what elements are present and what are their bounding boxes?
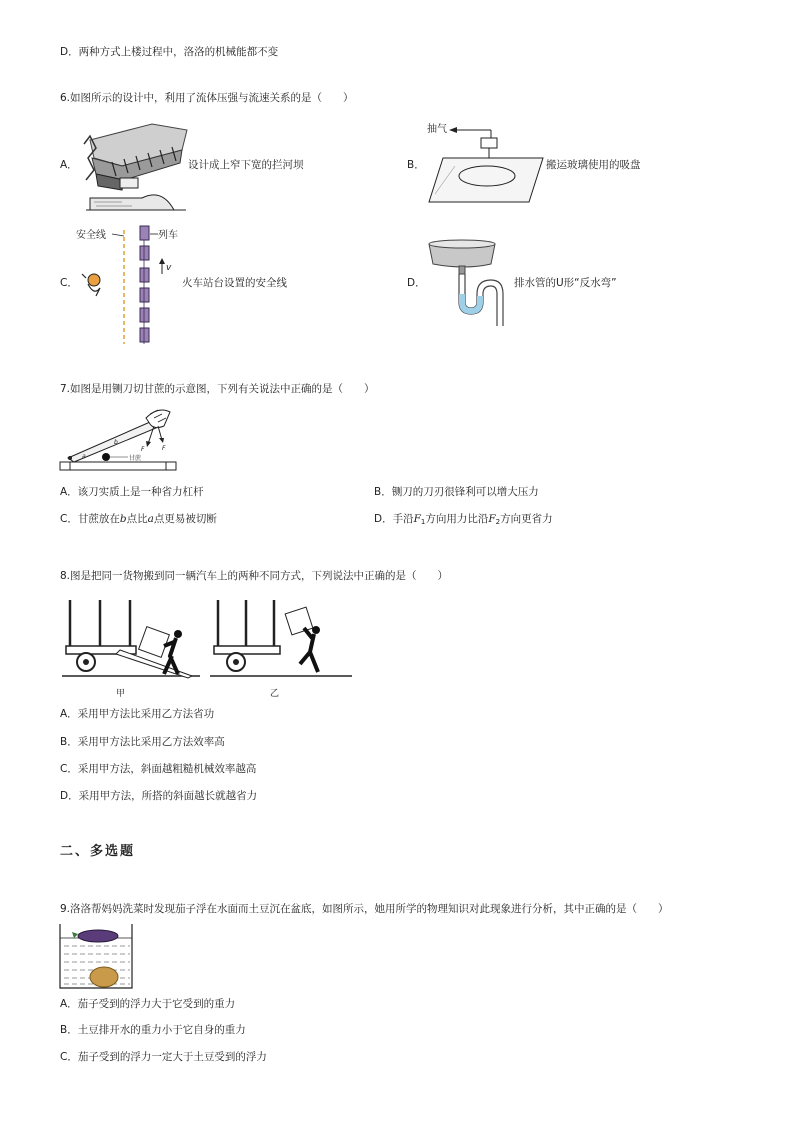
suction-cup-figure: [425, 118, 545, 218]
q9-option-c[interactable]: C．茄子受到的浮力一定大于土豆受到的浮力: [60, 1051, 267, 1063]
q6-option-a-letter[interactable]: A．: [60, 159, 78, 171]
q7-option-a[interactable]: A．该刀实质上是一种省力杠杆: [60, 486, 204, 498]
q6-option-a-text: 设计成上窄下宽的拦河坝: [188, 159, 304, 171]
safety-line-label: 安全线: [76, 230, 106, 241]
caption-jia: 甲: [116, 689, 126, 698]
q8-option-d[interactable]: D．采用甲方法，所搭的斜面越长就越省力: [60, 790, 258, 802]
caption-yi: 乙: [270, 689, 280, 698]
q5-option-d: D．两种方式上楼过程中，洛洛的机械能都不变: [60, 46, 279, 58]
q9-stem: 9.洛洛帮妈妈洗菜时发现茄子浮在水面而土豆沉在盆底，如图所示，她用所学的物理知识对此现象进行分析，其中正确的是（ ）: [60, 903, 669, 915]
q9-option-b[interactable]: B．土豆排开水的重力小于它自身的重力: [60, 1024, 246, 1036]
section-heading: 二、多选题: [60, 844, 136, 859]
q6-option-c-letter[interactable]: C．: [60, 277, 78, 289]
q6-option-c-text: 火车站台设置的安全线: [182, 277, 287, 289]
q8-option-a[interactable]: A．采用甲方法比采用乙方法省功: [60, 708, 215, 720]
q7-stem: 7.如图是用铡刀切甘蔗的示意图，下列有关说法中正确的是（ ）: [60, 383, 375, 395]
suction-label: 抽气: [427, 124, 447, 135]
point-b-label: b: [114, 439, 118, 446]
q8-option-b[interactable]: B．采用甲方法比采用乙方法效率高: [60, 736, 225, 748]
drain-trap-figure: [425, 236, 505, 332]
q7-option-b[interactable]: B．铡刀的刀刃很锋利可以增大压力: [374, 486, 539, 498]
method-yi-figure: [210, 600, 352, 676]
train-label: 列车: [158, 230, 178, 241]
point-a-label: a: [82, 453, 86, 460]
q9-option-a[interactable]: A．茄子受到的浮力大于它受到的重力: [60, 998, 236, 1010]
q8-option-c[interactable]: C．采用甲方法，斜面越粗糙机械效率越高: [60, 763, 257, 775]
force-f2-label: F: [141, 446, 145, 453]
dam-figure: [82, 118, 192, 223]
q6-option-d-text: 排水管的U形“反水弯”: [514, 277, 617, 289]
q8-stem: 8.图是把同一货物搬到同一辆汽车上的两种不同方式，下列说法中正确的是（ ）: [60, 570, 449, 582]
q6-option-d-letter[interactable]: D．: [407, 277, 426, 289]
q7-option-d[interactable]: D．手沿$F_1$方向用力比沿$F_2$方向更省力: [374, 513, 553, 526]
force-f1-label: F: [162, 445, 166, 452]
train-platform-figure: [74, 222, 194, 346]
q6-option-b-letter[interactable]: B．: [407, 159, 425, 171]
q6-option-b-text: 搬运玻璃使用的吸盘: [546, 159, 641, 171]
guillotine-figure: [58, 404, 180, 472]
cargo-loading-figure: [60, 594, 356, 698]
q6-stem: 6.如图所示的设计中，利用了流体压强与流速关系的是（ ）: [60, 92, 354, 104]
sugarcane-label: 甘蔗: [129, 455, 142, 462]
q7-option-c[interactable]: C．甘蔗放在b点比a点更易被切断: [60, 513, 217, 525]
basin-figure: [58, 922, 136, 990]
method-jia-figure: [62, 600, 200, 678]
velocity-label: v: [166, 263, 172, 273]
